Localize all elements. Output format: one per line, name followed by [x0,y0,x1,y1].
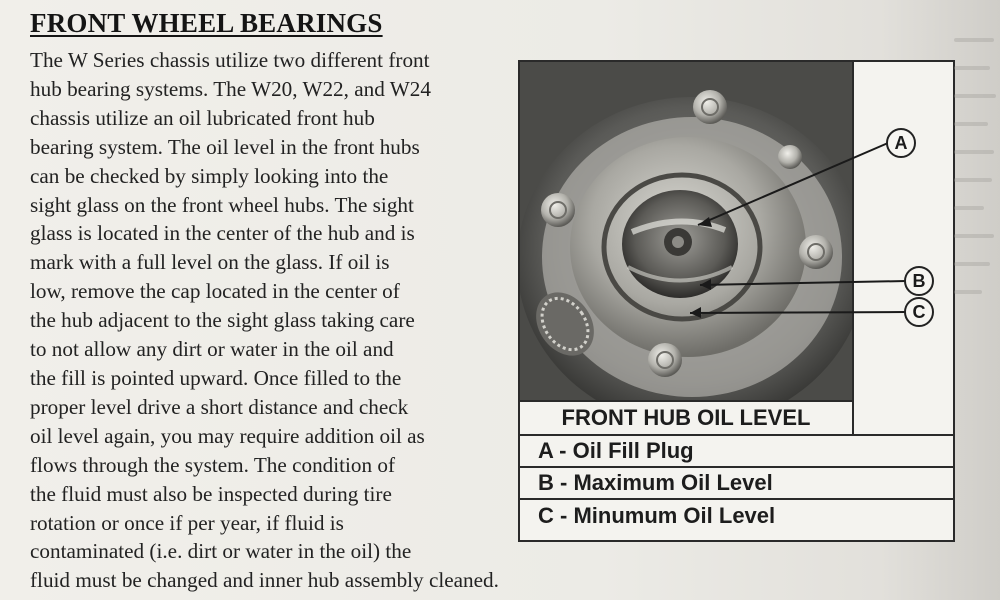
legend-item-b: B - Maximum Oil Level [520,468,953,500]
bolt [799,235,833,269]
body-line: rotation or once if per year, if fluid is [30,510,344,535]
callout-c: C [904,297,934,327]
body-line: mark with a full level on the glass. If oil is [30,250,390,275]
body-line: low, remove the cap located in the center of [30,279,400,304]
body-line: oil level again, you may require addition oil as [30,423,425,448]
body-line: hub bearing systems. The W20, W22, and W24 [30,76,431,101]
body-line: glass is located in the center of the hub and is [30,221,415,246]
body-line: bearing system. The oil level in the front hubs [30,134,420,159]
callout-b: B [904,266,934,296]
facing-page-bleed [952,20,998,350]
bolt [648,343,682,377]
bolt [778,145,802,169]
figure-legend [520,434,953,532]
figure-caption: FRONT HUB OIL LEVEL [520,400,852,434]
body-line: to not allow any dirt or water in the oil and [30,337,394,362]
body-line: can be checked by simply looking into the [30,163,389,188]
body-line: the fill is pointed upward. Once filled to the [30,365,402,390]
body-paragraph [30,46,499,595]
body-line: the fluid must also be inspected during tire [30,481,392,506]
body-line: sight glass on the front wheel hubs. The sight [30,192,414,217]
bolt [693,90,727,124]
body-line: contaminated (i.e. dirt or water in the oil) the [30,539,412,564]
body-line: the hub adjacent to the sight glass taking care [30,308,415,333]
body-line: proper level drive a short distance and check [30,394,409,419]
photo-divider [852,62,854,434]
legend-item-a: A - Oil Fill Plug [520,436,953,468]
body-line: fluid must be changed and inner hub assembly cleaned. [30,568,499,593]
body-line: chassis utilize an oil lubricated front hub [30,105,375,130]
body-line: flows through the system. The condition of [30,452,396,477]
hub-photo [520,62,852,400]
hub-illustration [520,62,852,400]
legend-item-c: C - Minumum Oil Level [538,503,776,528]
callout-a: A [886,128,916,158]
body-line: The W Series chassis utilize two different front [30,48,430,72]
section-heading: FRONT WHEEL BEARINGS [30,8,383,38]
bolt [541,193,575,227]
